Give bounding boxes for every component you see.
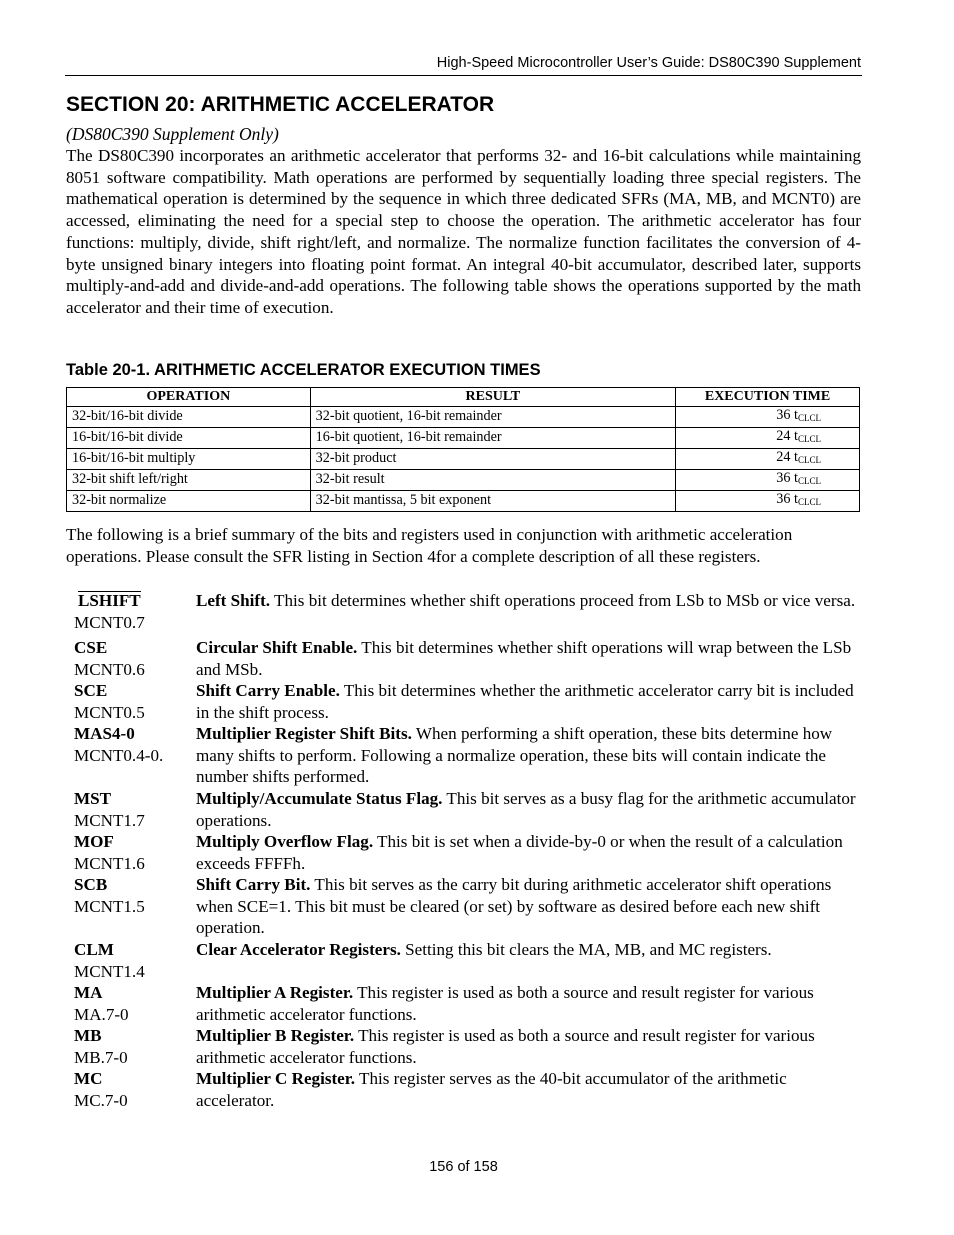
column-header-operation: OPERATION bbox=[67, 388, 311, 407]
bit-text: This register serves as the 40-bit accumulator of the arithmetic accelerator. bbox=[196, 1069, 787, 1110]
bit-description bbox=[196, 590, 861, 612]
result-cell: 32-bit quotient, 16-bit remainder bbox=[310, 406, 675, 427]
table-header-row bbox=[67, 388, 860, 407]
operation-cell: 16-bit/16-bit multiply bbox=[67, 448, 311, 469]
time-unit: CLCL bbox=[797, 454, 821, 465]
execution-time-cell bbox=[676, 469, 860, 490]
bit-title: Clear Accelerator Registers. bbox=[196, 940, 401, 959]
bit-text: This bit determines whether shift operations will wrap between the LSb and MSb. bbox=[196, 638, 852, 679]
table-row bbox=[67, 490, 860, 511]
bit-register: MCNT1.4 bbox=[74, 961, 145, 981]
bit-register: MCNT0.4-0. bbox=[74, 745, 164, 765]
bit-title: Shift Carry Bit. bbox=[196, 875, 311, 894]
result-cell: 32-bit result bbox=[310, 469, 675, 490]
execution-time-cell bbox=[676, 406, 860, 427]
execution-time-cell bbox=[676, 448, 860, 469]
bit-description bbox=[196, 831, 861, 874]
bit-description bbox=[196, 788, 861, 831]
bit-title: Multiply/Accumulate Status Flag. bbox=[196, 789, 443, 808]
bit-text: Setting this bit clears the MA, MB, and MC registers. bbox=[400, 940, 772, 959]
bit-register: MB.7-0 bbox=[74, 1047, 128, 1067]
bit-title: Shift Carry Enable. bbox=[196, 681, 340, 700]
execution-time-cell bbox=[676, 490, 860, 511]
operation-cell: 32-bit shift left/right bbox=[67, 469, 311, 490]
bit-register: MCNT0.5 bbox=[74, 702, 145, 722]
bit-text: This register is used as both a source and result register for various arithmetic accelerator functions. bbox=[196, 983, 814, 1024]
bit-description bbox=[196, 939, 861, 961]
section-subtitle: (DS80C390 Supplement Only) bbox=[66, 124, 279, 144]
bit-symbol: SCE bbox=[74, 681, 108, 700]
bit-text: This register is used as both a source and result register for various arithmetic accelerator functions. bbox=[196, 1026, 815, 1067]
time-value: 24 t bbox=[776, 448, 798, 465]
result-cell: 16-bit quotient, 16-bit remainder bbox=[310, 427, 675, 448]
bit-register: MCNT0.7 bbox=[74, 612, 145, 632]
bit-text: This bit serves as the carry bit during arithmetic accelerator shift operations when SCE=1. This bit must be cleared (or set) by software as desired before each new shift operation. bbox=[196, 875, 832, 937]
bit-symbol: SCB bbox=[74, 875, 108, 894]
bit-register: MCNT1.7 bbox=[74, 810, 145, 830]
bit-text: This bit determines whether the arithmetic accelerator carry bit is included in the shift process. bbox=[196, 681, 854, 722]
bit-register: MCNT1.6 bbox=[74, 853, 145, 873]
execution-times-table bbox=[66, 387, 860, 512]
time-value: 24 t bbox=[776, 427, 798, 444]
bit-title: Multiplier A Register. bbox=[196, 983, 354, 1002]
execution-time-cell bbox=[676, 427, 860, 448]
page-number: 156 of 158 bbox=[429, 1159, 498, 1175]
time-value: 36 t bbox=[776, 469, 798, 486]
time-unit: CLCL bbox=[797, 412, 821, 423]
table-row bbox=[67, 469, 860, 490]
table-row bbox=[67, 406, 860, 427]
time-value: 36 t bbox=[776, 490, 798, 507]
bit-title: Multiplier C Register. bbox=[196, 1069, 356, 1088]
operation-cell: 16-bit/16-bit divide bbox=[67, 427, 311, 448]
bit-text: This bit determines whether shift operations proceed from LSb to MSb or vice versa. bbox=[270, 591, 856, 610]
bit-symbol: MC bbox=[74, 1069, 103, 1088]
bit-symbol: LSHIFT bbox=[78, 591, 141, 610]
bit-title: Multiplier B Register. bbox=[196, 1026, 355, 1045]
bit-title: Left Shift. bbox=[196, 591, 271, 610]
time-unit: CLCL bbox=[797, 475, 821, 486]
operation-cell: 32-bit/16-bit divide bbox=[67, 406, 311, 427]
bit-description bbox=[196, 982, 861, 1025]
table-row bbox=[67, 448, 860, 469]
bit-symbol: CLM bbox=[74, 940, 114, 959]
result-cell: 32-bit mantissa, 5 bit exponent bbox=[310, 490, 675, 511]
bit-description bbox=[196, 1025, 861, 1068]
bit-register: MC.7-0 bbox=[74, 1090, 128, 1110]
bit-text: When performing a shift operation, these bits determine how many shifts to perform. Following a normalize operation, these bits will contain indicate the number shifts performed. bbox=[196, 724, 833, 786]
bit-description bbox=[196, 680, 861, 723]
bit-symbol: MOF bbox=[74, 832, 114, 851]
section-title: SECTION 20: ARITHMETIC ACCELERATOR bbox=[66, 93, 495, 116]
result-cell: 32-bit product bbox=[310, 448, 675, 469]
bit-title: Circular Shift Enable. bbox=[196, 638, 358, 657]
table-caption: Table 20-1. ARITHMETIC ACCELERATOR EXECUTION TIMES bbox=[66, 361, 541, 379]
bit-symbol: CSE bbox=[74, 638, 108, 657]
bit-description bbox=[196, 723, 861, 788]
running-header: High-Speed Microcontroller User’s Guide: DS80C390 Supplement bbox=[436, 55, 861, 71]
bit-symbol: MA bbox=[74, 983, 103, 1002]
bit-register: MCNT1.5 bbox=[74, 896, 145, 916]
operation-cell: 32-bit normalize bbox=[67, 490, 311, 511]
summary-paragraph: The following is a brief summary of the bits and registers used in conjunction with arithmetic acceleration operations. Please consult the SFR listing in Section 4for a complete description of all these registers. bbox=[66, 525, 793, 566]
bit-symbol: MAS4-0 bbox=[74, 724, 135, 743]
intro-paragraph: The DS80C390 incorporates an arithmetic accelerator that performs 32- and 16-bit calculations while maintaining 8051 software compatibility. Math operations are performed by sequentially loading three special registers. The mathematical operation is determined by the sequence in which three dedicated SFRs (MA, MB, and MCNT0) are accessed, eliminating the need for a special step to choose the operation. The arithmetic accelerator has four functions: multiply, divide, shift right/left, and normalize. The normalize function facilitates the conversion of 4-byte unsigned binary integers into floating point format. An integral 40-bit accumulator, described later, supports multiply-and-add and divide-and-add operations. The following table shows the operations supported by the math accelerator and their time of execution. bbox=[66, 146, 861, 317]
time-unit: CLCL bbox=[797, 496, 821, 507]
bit-title: Multiplier Register Shift Bits. bbox=[196, 724, 412, 743]
bit-description bbox=[196, 874, 861, 939]
bit-register: MCNT0.6 bbox=[74, 659, 145, 679]
bit-title: Multiply Overflow Flag. bbox=[196, 832, 374, 851]
header-rule bbox=[65, 75, 862, 76]
bit-description bbox=[196, 1068, 861, 1111]
time-value: 36 t bbox=[776, 406, 798, 423]
time-unit: CLCL bbox=[797, 433, 821, 444]
bit-register: MA.7-0 bbox=[74, 1004, 129, 1024]
bit-symbol: MST bbox=[74, 789, 112, 808]
bit-description bbox=[196, 637, 861, 680]
bit-text: This bit is set when a divide-by-0 or when the result of a calculation exceeds FFFFh. bbox=[196, 832, 843, 873]
column-header-result: RESULT bbox=[310, 388, 675, 407]
column-header-execution-time: EXECUTION TIME bbox=[676, 388, 860, 407]
table-row bbox=[67, 427, 860, 448]
bit-symbol: MB bbox=[74, 1026, 102, 1045]
bit-text: This bit serves as a busy flag for the arithmetic accumulator operations. bbox=[196, 789, 856, 830]
